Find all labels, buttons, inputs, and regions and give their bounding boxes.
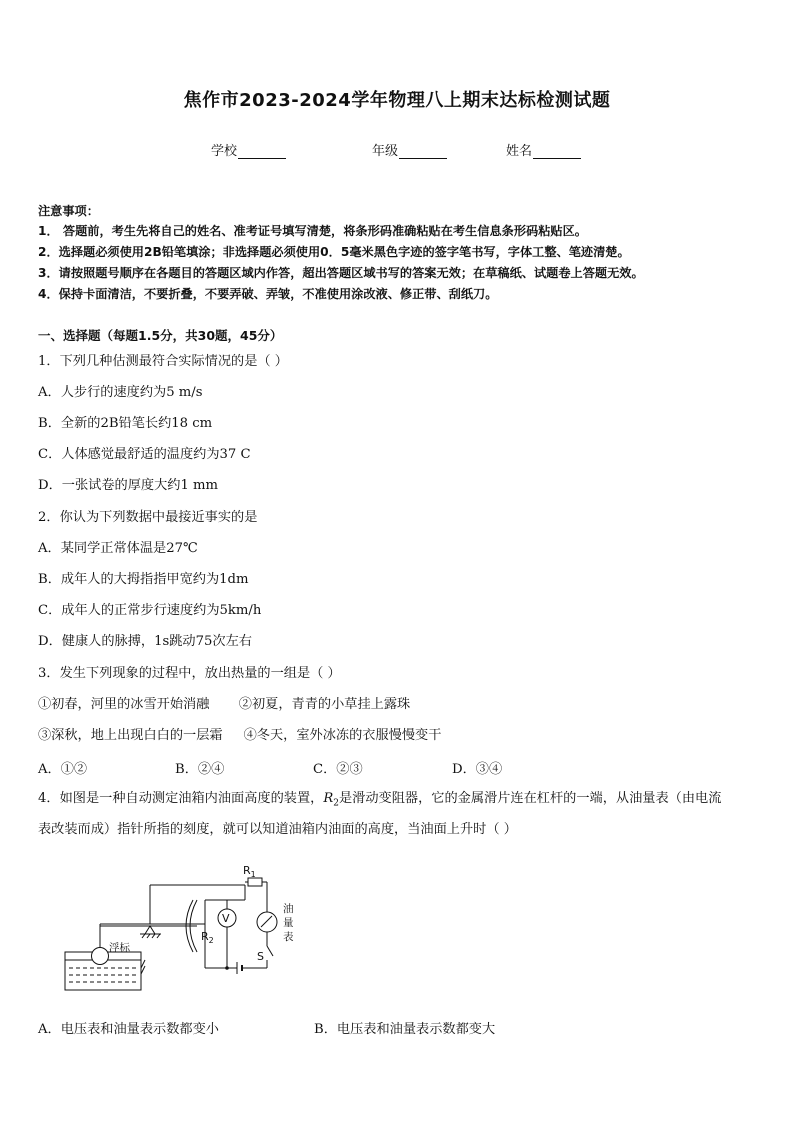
student-info-row: [0, 140, 794, 160]
question-3-item-line: ③深秋，地上出现白白的一层霜 ④冬天，室外冰冻的衣服慢慢变干: [38, 728, 442, 743]
voltmeter-label: V: [222, 912, 230, 925]
question-3-option[interactable]: C．②③: [313, 762, 363, 777]
meter-label-char: 油: [283, 903, 294, 915]
name-label: 姓名: [506, 144, 533, 159]
r1-label: $R_1$: [243, 864, 256, 879]
notice-item: 3．请按照题号顺序在各题目的答题区域内作答，超出答题区域书写的答案无效；在草稿纸、试题卷上答题无效。: [38, 266, 644, 280]
question-1-option[interactable]: D．一张试卷的厚度大约1 mm: [38, 478, 219, 493]
question-4-stem-line2: 表改装而成）指针所指的刻度，就可以知道油箱内油面的高度，当油面上升时（ ）: [38, 822, 517, 837]
question-3-option[interactable]: B．②④: [175, 762, 225, 777]
question-2-stem: 2．你认为下列数据中最接近事实的是: [38, 510, 258, 525]
question-4-stem-part2: 是滑动变阻器，它的金属滑片连在杠杆的一端，从油量表（由电流: [339, 791, 722, 806]
r2-label: $R_2$: [201, 930, 214, 945]
question-2-option[interactable]: D．健康人的脉搏，1s跳动75次左右: [38, 634, 252, 649]
question-2-option[interactable]: C．成年人的正常步行速度约为5km/h: [38, 603, 262, 618]
notice-item: 1． 答题前，考生先将自己的姓名、准考证号填写清楚，将条形码准确粘贴在考生信息条形码粘贴区。: [38, 224, 587, 238]
question-4-option[interactable]: A．电压表和油量表示数都变小: [38, 1022, 219, 1037]
question-3-option[interactable]: A．①②: [38, 762, 88, 777]
question-3-item-line: ①初春，河里的冰雪开始消融 ②初夏，青青的小草挂上露珠: [38, 697, 411, 712]
school-label: 学校: [211, 144, 238, 159]
pivot: [145, 926, 155, 934]
question-2-option[interactable]: A．某同学正常体温是27℃: [38, 541, 198, 556]
switch-label: S: [257, 950, 264, 963]
oil-gauge-circuit-figure: [55, 860, 315, 1000]
question-3-option[interactable]: D．③④: [452, 762, 503, 777]
question-1-stem: 1．下列几种估测最符合实际情况的是（ ）: [38, 354, 288, 369]
question-2-option[interactable]: B．成年人的大拇指指甲宽约为1dm: [38, 572, 249, 587]
r2-subscript: 2: [333, 798, 339, 809]
page-title: 焦作市2023-2024学年物理八上期末达标检测试题: [183, 90, 611, 111]
r2-symbol: R: [323, 791, 334, 806]
question-1-option[interactable]: B．全新的2B铅笔长约18 cm: [38, 416, 213, 431]
notice-item: 4．保持卡面清洁，不要折叠，不要弄破、弄皱，不准使用涂改液、修正带、刮纸刀。: [38, 287, 498, 301]
float-ball: [92, 948, 109, 965]
name-field: [506, 140, 581, 159]
question-4-stem: [38, 790, 721, 813]
meter-label-char: 表: [283, 931, 294, 943]
grade-blank[interactable]: [399, 144, 447, 159]
name-blank[interactable]: [533, 144, 581, 159]
switch-s[interactable]: [267, 946, 273, 956]
notice-heading: 注意事项：: [38, 204, 99, 218]
notice-item: 2．选择题必须使用2B铅笔填涂；非选择题必须使用0．5毫米黑色字迹的签字笔书写，字体工整、笔迹清楚。: [38, 245, 630, 259]
resistor-r1: [248, 878, 262, 886]
junction-dot: [225, 966, 229, 970]
question-4-option[interactable]: B．电压表和油量表示数都变大: [314, 1022, 496, 1037]
meter-label-char: 量: [283, 917, 294, 929]
grade-label: 年级: [372, 144, 399, 159]
oil-hatching: [69, 968, 137, 982]
school-blank[interactable]: [238, 144, 286, 159]
grade-field: [372, 140, 447, 159]
oil-meter: [257, 912, 277, 932]
question-1-option[interactable]: C．人体感觉最舒适的温度约为37 C: [38, 447, 251, 462]
section-heading: 一、选择题（每题1.5分，共30题，45分）: [38, 328, 283, 343]
question-3-stem: 3．发生下列现象的过程中，放出热量的一组是（ ）: [38, 666, 341, 681]
school-field: [211, 140, 286, 159]
question-4-stem-part1: 4．如图是一种自动测定油箱内油面高度的装置，: [38, 791, 324, 806]
float-label: 浮标: [109, 942, 130, 954]
question-1-option[interactable]: A．人步行的速度约为5 m/s: [38, 385, 203, 400]
